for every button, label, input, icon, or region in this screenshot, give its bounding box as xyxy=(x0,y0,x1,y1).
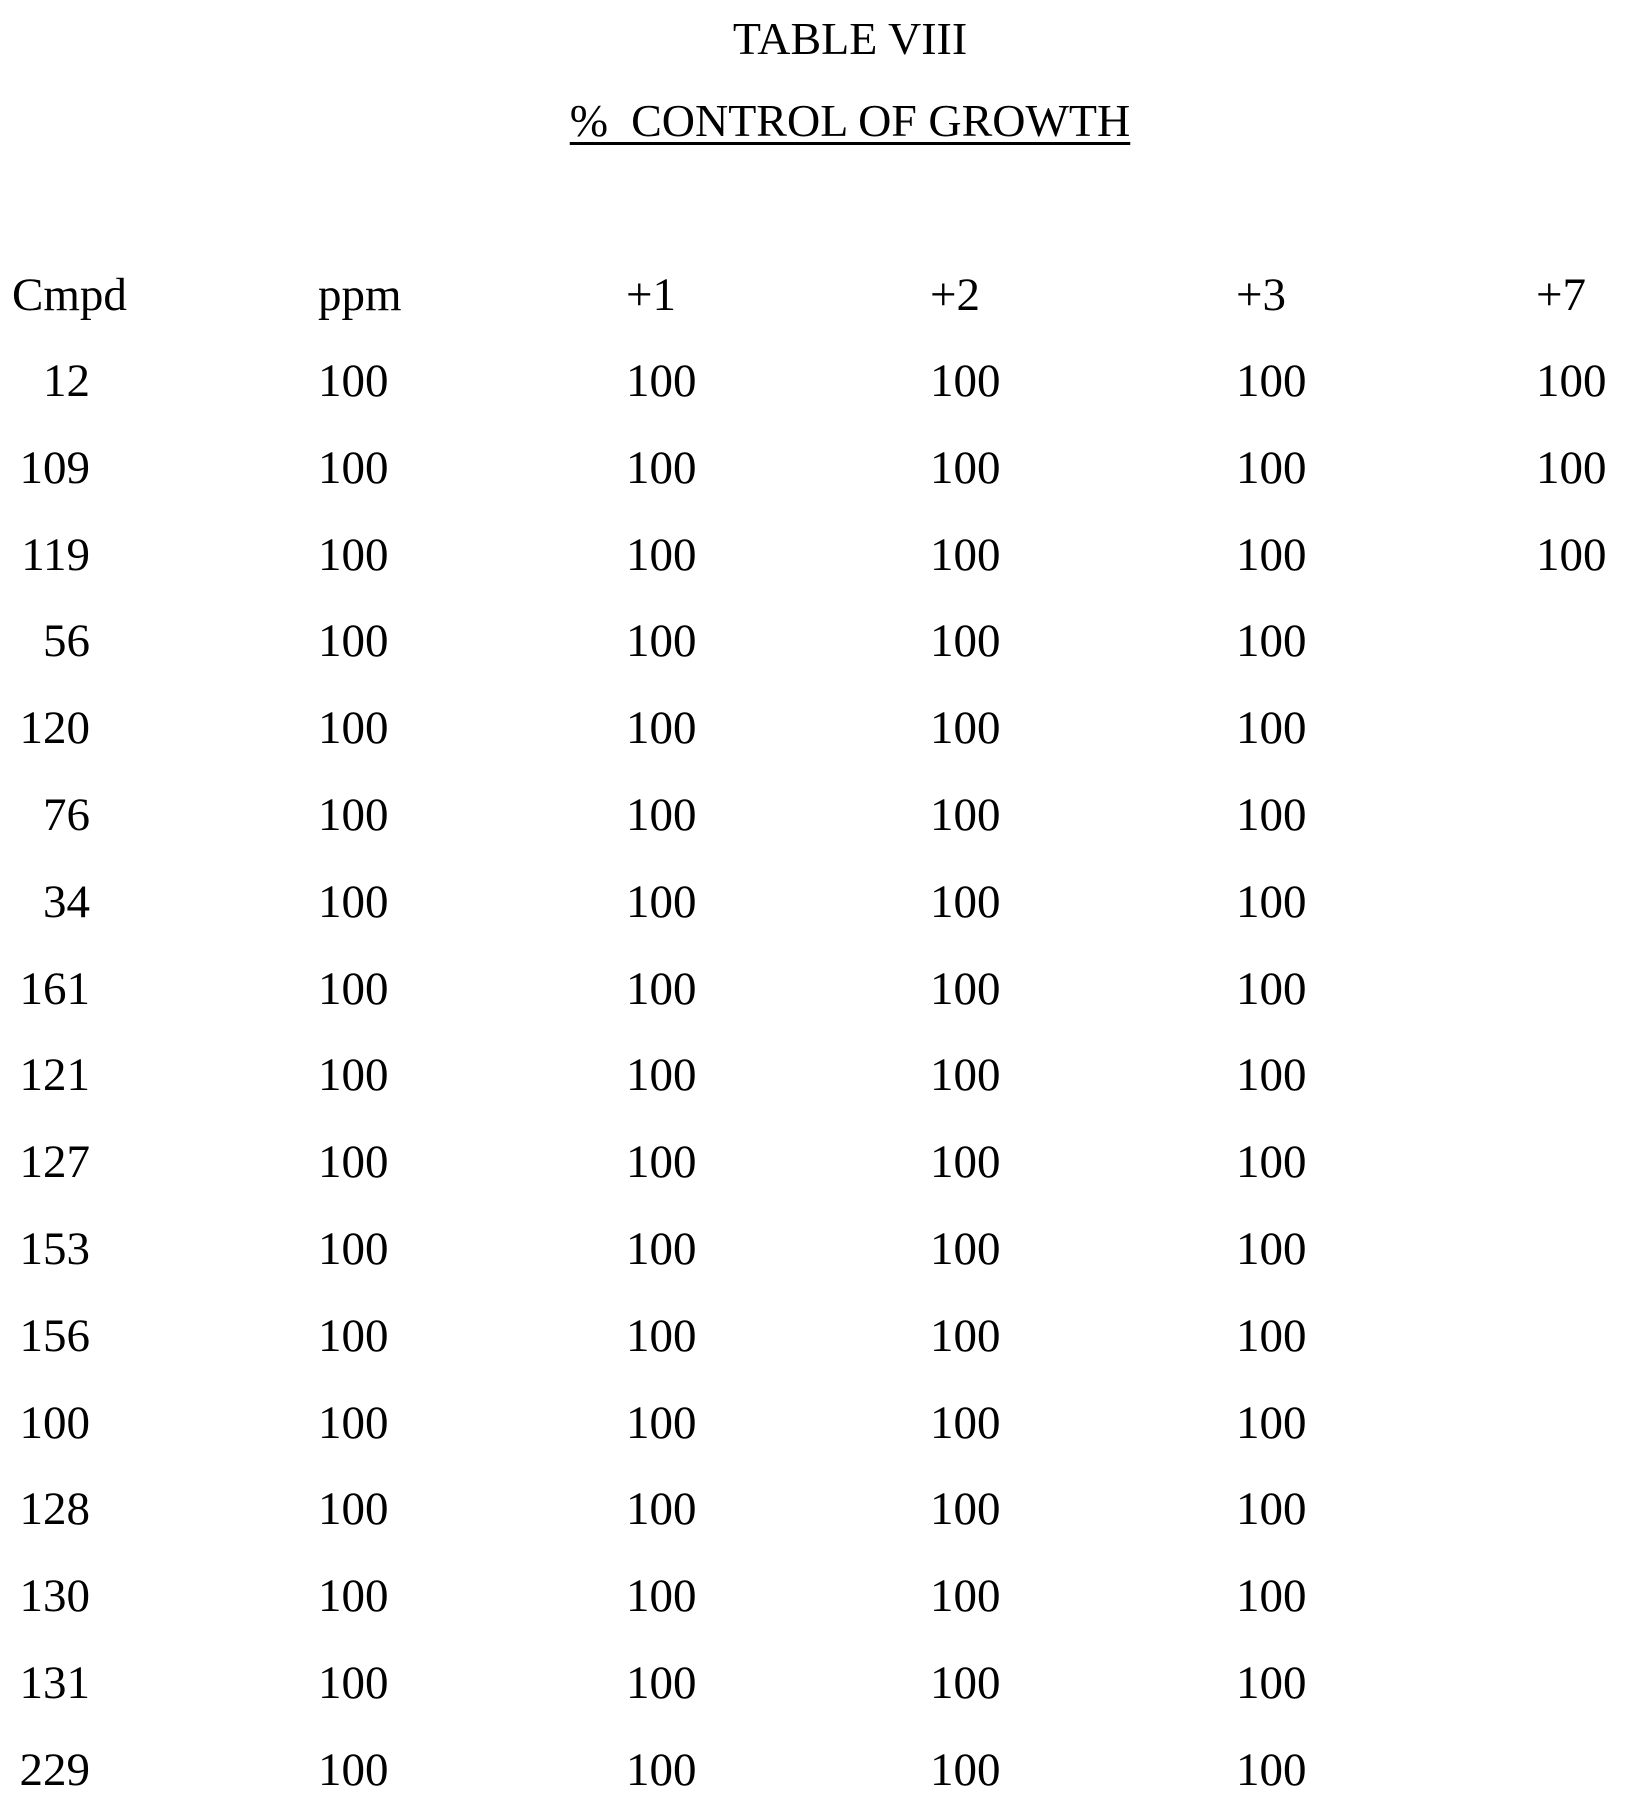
value-cell: 100 xyxy=(626,1139,697,1186)
value-cell: 100 xyxy=(626,1400,697,1447)
value-cell: 100 xyxy=(930,1313,1001,1360)
value-cell: 100 xyxy=(1536,445,1607,492)
value-cell: 100 xyxy=(318,1486,389,1533)
value-cell: 100 xyxy=(930,1660,1001,1707)
value-cell: 100 xyxy=(318,532,389,579)
value-cell: 100 xyxy=(1236,705,1307,752)
compound-id-cell: 34 xyxy=(0,879,90,926)
compound-id-cell: 109 xyxy=(0,445,90,492)
column-header: +1 xyxy=(626,272,676,319)
value-cell: 100 xyxy=(318,879,389,926)
value-cell: 100 xyxy=(930,532,1001,579)
value-cell: 100 xyxy=(626,1313,697,1360)
compound-id-cell: 56 xyxy=(0,618,90,665)
value-cell: 100 xyxy=(1236,1400,1307,1447)
value-cell: 100 xyxy=(1236,1573,1307,1620)
value-cell: 100 xyxy=(1236,1313,1307,1360)
compound-id-cell: 153 xyxy=(0,1226,90,1273)
value-cell: 100 xyxy=(930,1052,1001,1099)
column-header: +3 xyxy=(1236,272,1286,319)
value-cell: 100 xyxy=(626,705,697,752)
value-cell: 100 xyxy=(1236,1660,1307,1707)
column-header: +7 xyxy=(1536,272,1586,319)
value-cell: 100 xyxy=(626,358,697,405)
value-cell: 100 xyxy=(1236,1226,1307,1273)
value-cell: 100 xyxy=(318,1660,389,1707)
value-cell: 100 xyxy=(930,1486,1001,1533)
column-header: Cmpd xyxy=(12,272,127,319)
value-cell: 100 xyxy=(930,792,1001,839)
table-subtitle-text: % CONTROL OF GROWTH xyxy=(570,95,1131,146)
value-cell: 100 xyxy=(318,445,389,492)
value-cell: 100 xyxy=(626,792,697,839)
value-cell: 100 xyxy=(1236,445,1307,492)
column-header: +2 xyxy=(930,272,980,319)
value-cell: 100 xyxy=(930,618,1001,665)
value-cell: 100 xyxy=(318,1226,389,1273)
value-cell: 100 xyxy=(930,705,1001,752)
value-cell: 100 xyxy=(930,445,1001,492)
value-cell: 100 xyxy=(318,1052,389,1099)
value-cell: 100 xyxy=(626,966,697,1013)
value-cell: 100 xyxy=(1236,879,1307,926)
value-cell: 100 xyxy=(318,1573,389,1620)
compound-id-cell: 12 xyxy=(0,358,90,405)
compound-id-cell: 120 xyxy=(0,705,90,752)
value-cell: 100 xyxy=(1236,792,1307,839)
value-cell: 100 xyxy=(930,1573,1001,1620)
value-cell: 100 xyxy=(318,1139,389,1186)
value-cell: 100 xyxy=(930,1226,1001,1273)
value-cell: 100 xyxy=(318,618,389,665)
value-cell: 100 xyxy=(626,1052,697,1099)
value-cell: 100 xyxy=(930,1139,1001,1186)
compound-id-cell: 131 xyxy=(0,1660,90,1707)
value-cell: 100 xyxy=(1236,966,1307,1013)
value-cell: 100 xyxy=(626,445,697,492)
value-cell: 100 xyxy=(626,532,697,579)
value-cell: 100 xyxy=(1236,358,1307,405)
value-cell: 100 xyxy=(626,1486,697,1533)
value-cell: 100 xyxy=(930,966,1001,1013)
value-cell: 100 xyxy=(318,1313,389,1360)
value-cell: 100 xyxy=(626,879,697,926)
value-cell: 100 xyxy=(930,1400,1001,1447)
compound-id-cell: 121 xyxy=(0,1052,90,1099)
value-cell: 100 xyxy=(318,1747,389,1794)
value-cell: 100 xyxy=(318,358,389,405)
value-cell: 100 xyxy=(930,358,1001,405)
value-cell: 100 xyxy=(626,1747,697,1794)
compound-id-cell: 119 xyxy=(0,532,90,579)
value-cell: 100 xyxy=(318,966,389,1013)
compound-id-cell: 229 xyxy=(0,1747,90,1794)
compound-id-cell: 161 xyxy=(0,966,90,1013)
value-cell: 100 xyxy=(1236,532,1307,579)
column-header: ppm xyxy=(318,272,402,319)
value-cell: 100 xyxy=(930,879,1001,926)
value-cell: 100 xyxy=(626,1226,697,1273)
table-title: TABLE VIII xyxy=(0,16,1632,62)
value-cell: 100 xyxy=(1536,358,1607,405)
value-cell: 100 xyxy=(1236,1486,1307,1533)
compound-id-cell: 76 xyxy=(0,792,90,839)
compound-id-cell: 100 xyxy=(0,1400,90,1447)
table-subtitle xyxy=(0,98,1632,144)
value-cell: 100 xyxy=(1536,532,1607,579)
value-cell: 100 xyxy=(318,1400,389,1447)
value-cell: 100 xyxy=(318,705,389,752)
value-cell: 100 xyxy=(1236,1052,1307,1099)
compound-id-cell: 130 xyxy=(0,1573,90,1620)
value-cell: 100 xyxy=(626,618,697,665)
compound-id-cell: 127 xyxy=(0,1139,90,1186)
value-cell: 100 xyxy=(626,1573,697,1620)
value-cell: 100 xyxy=(318,792,389,839)
compound-id-cell: 156 xyxy=(0,1313,90,1360)
value-cell: 100 xyxy=(1236,1747,1307,1794)
value-cell: 100 xyxy=(1236,618,1307,665)
compound-id-cell: 128 xyxy=(0,1486,90,1533)
value-cell: 100 xyxy=(626,1660,697,1707)
value-cell: 100 xyxy=(1236,1139,1307,1186)
value-cell: 100 xyxy=(930,1747,1001,1794)
